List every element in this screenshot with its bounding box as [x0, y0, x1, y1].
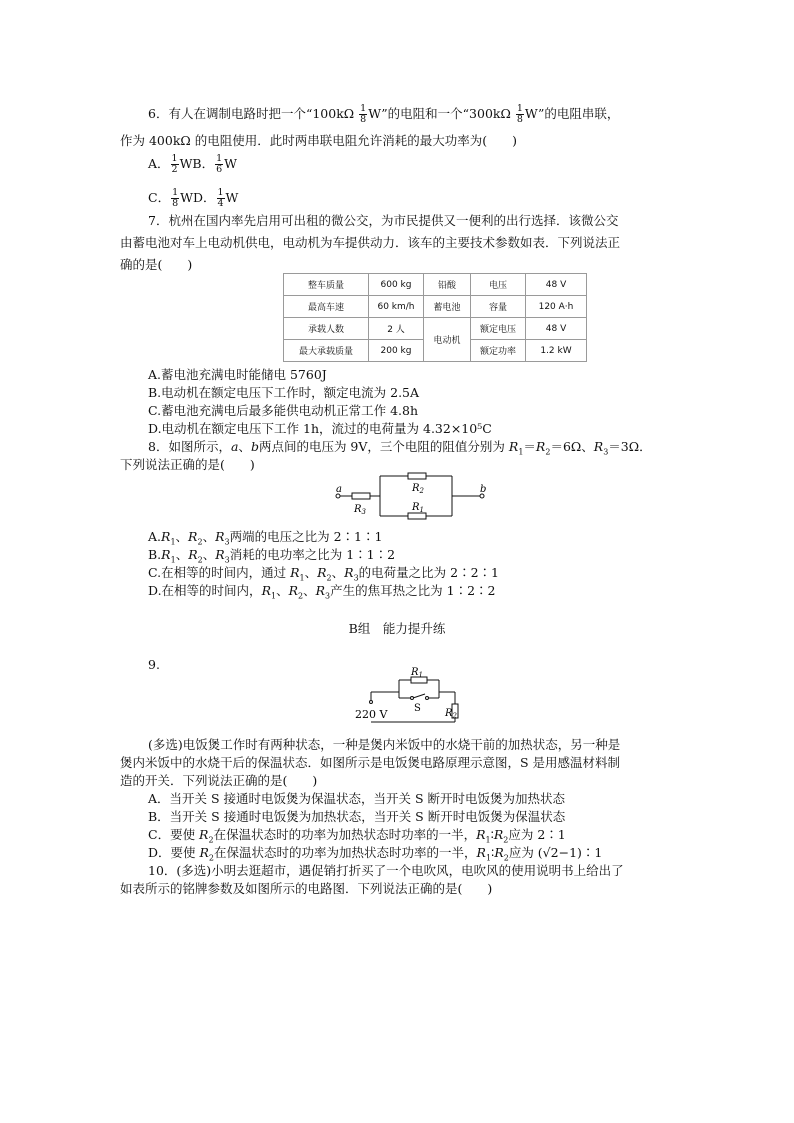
spec-table — [283, 273, 587, 362]
q7-option-c: C.蓄电池充满电后最多能供电动机正常工作 4.8h — [148, 403, 418, 418]
q10-line-2: 如表所示的铭牌参数及如图所示的电路图．下列说法正确的是( ) — [120, 881, 493, 896]
q7-line-1: 7．杭州在国内率先启用可出租的微公交，为市民提供又一便利的出行选择．该微公交 — [148, 213, 619, 228]
label-r3: $R_3$ — [354, 504, 366, 516]
label-switch: S — [414, 703, 421, 714]
q7-line-2: 由蓄电池对车上电动机供电，电动机为车提供动力．该车的主要技术参数如表．下列说法正 — [120, 235, 621, 250]
table-row: 最高车速 60 km/h 蓄电池 容量 120 A·h — [284, 296, 587, 318]
q8-option-c: C.在相等的时间内，通过 $R_1$、$R_2$、$R_3$的电荷量之比为 2∶2∶1 — [148, 565, 499, 583]
q7-option-d: D.电动机在额定电压下工作 1h，流过的电荷量为 4.32×10⁵C — [148, 421, 492, 436]
q9-option-c: C．要使 $R_2$在保温状态时的功率为加热状态时功率的一半，$R_1∶R_2$应为 2∶1 — [148, 827, 566, 845]
q6-line-2: 作为 400kΩ 的电阻使用．此时两串联电阻允许消耗的最大功率为( ) — [120, 133, 517, 148]
label-r1: $R_1$ — [411, 667, 423, 679]
table-row: 承载人数 2 人 电动机 额定电压 48 V — [284, 318, 587, 340]
fraction-sixth: $\frac{1}{6}$ — [216, 153, 223, 175]
circuit-diagram-q8 — [330, 470, 500, 526]
q9-line-1: (多选)电饭煲工作时有两种状态，一种是煲内米饭中的水烧干前的加热状态，另一种是 — [148, 737, 621, 752]
label-b: b — [480, 484, 487, 495]
q9-option-b: B．当开关 S 接通时电饭煲为加热状态，当开关 S 断开时电饭煲为保温状态 — [148, 809, 566, 824]
q8-option-d: D.在相等的时间内，$R_1$、$R_2$、$R_3$产生的焦耳热之比为 1∶2∶2 — [148, 583, 496, 601]
fraction-one-eighth: $\frac{1}{8}$ — [516, 103, 523, 125]
q9-option-a: A．当开关 S 接通时电饭煲为保温状态，当开关 S 断开时电饭煲为加热状态 — [148, 791, 566, 806]
q7-line-3: 确的是( ) — [120, 257, 193, 272]
section-title: B组 能力提升练 — [348, 621, 446, 636]
label-a: a — [336, 484, 342, 495]
fraction-half: $\frac{1}{2}$ — [171, 153, 178, 175]
label-r2: $R_2$ — [412, 483, 424, 495]
q8-option-b: $B.R_1$、$R_2$、$R_3$消耗的电功率之比为 1∶1∶2 — [148, 547, 396, 565]
table-row: 整车质量 600 kg 铅酸 电压 48 V — [284, 274, 587, 296]
label-voltage: 220 V — [355, 708, 388, 721]
fraction-eighth: $\frac{1}{8}$ — [172, 187, 179, 209]
q6-options-ab: A． $\frac{1}{2}$ WB． $\frac{1}{6}$ W — [148, 153, 238, 175]
q9-line-3: 造的开关．下列说法正确的是( ) — [120, 773, 318, 788]
q8-option-a: $A.R_1$、$R_2$、$R_3$两端的电压之比为 2∶1∶1 — [148, 529, 383, 547]
circuit-diagram-q9 — [355, 668, 475, 728]
q9-option-d: D．要使 $R_2$在保温状态时的功率为加热状态时功率的一半，$R_1∶R_2$应为 (√2−1)∶1 — [148, 845, 603, 863]
q8-line-1: 8．如图所示，a、b两点间的电压为 9V，三个电阻的阻值分别为 $R_1=R_2=6\Omega$、$R_3=3\Omega$． — [148, 439, 652, 457]
q6-options-cd: C． $\frac{1}{8}$ WD． $\frac{1}{4}$ W — [148, 187, 239, 209]
q9-number: 9. — [148, 657, 160, 672]
q10-line-1: 10．(多选)小明去逛超市，遇促销打折买了一个电吹风，电吹风的使用说明书上给出了 — [148, 863, 624, 878]
fraction-quarter: $\frac{1}{4}$ — [217, 187, 224, 209]
q8-line-2: 下列说法正确的是( ) — [120, 457, 255, 472]
q6-line-1: 6．有人在调制电路时把一个“100kΩ $\frac{1}{8}$ W”的电阻和一个“300kΩ $\frac{1}{8}$ W”的电阻串联， — [148, 103, 620, 125]
fraction-one-eighth: $\frac{1}{8}$ — [360, 103, 367, 125]
table-row: 最大承载质量 200 kg 额定功率 1.2 kW — [284, 340, 587, 362]
q7-option-b: B.电动机在额定电压下工作时，额定电流为 2.5A — [148, 385, 420, 400]
q7-option-a: A.蓄电池充满电时能储电 5760J — [148, 367, 327, 382]
label-r2: $R_2$ — [445, 708, 457, 720]
q9-line-2: 煲内米饭中的水烧干后的保温状态．如图所示是电饭煲电路原理示意图，S 是用感温材料制 — [120, 755, 621, 770]
label-r1: $R_1$ — [412, 502, 424, 514]
